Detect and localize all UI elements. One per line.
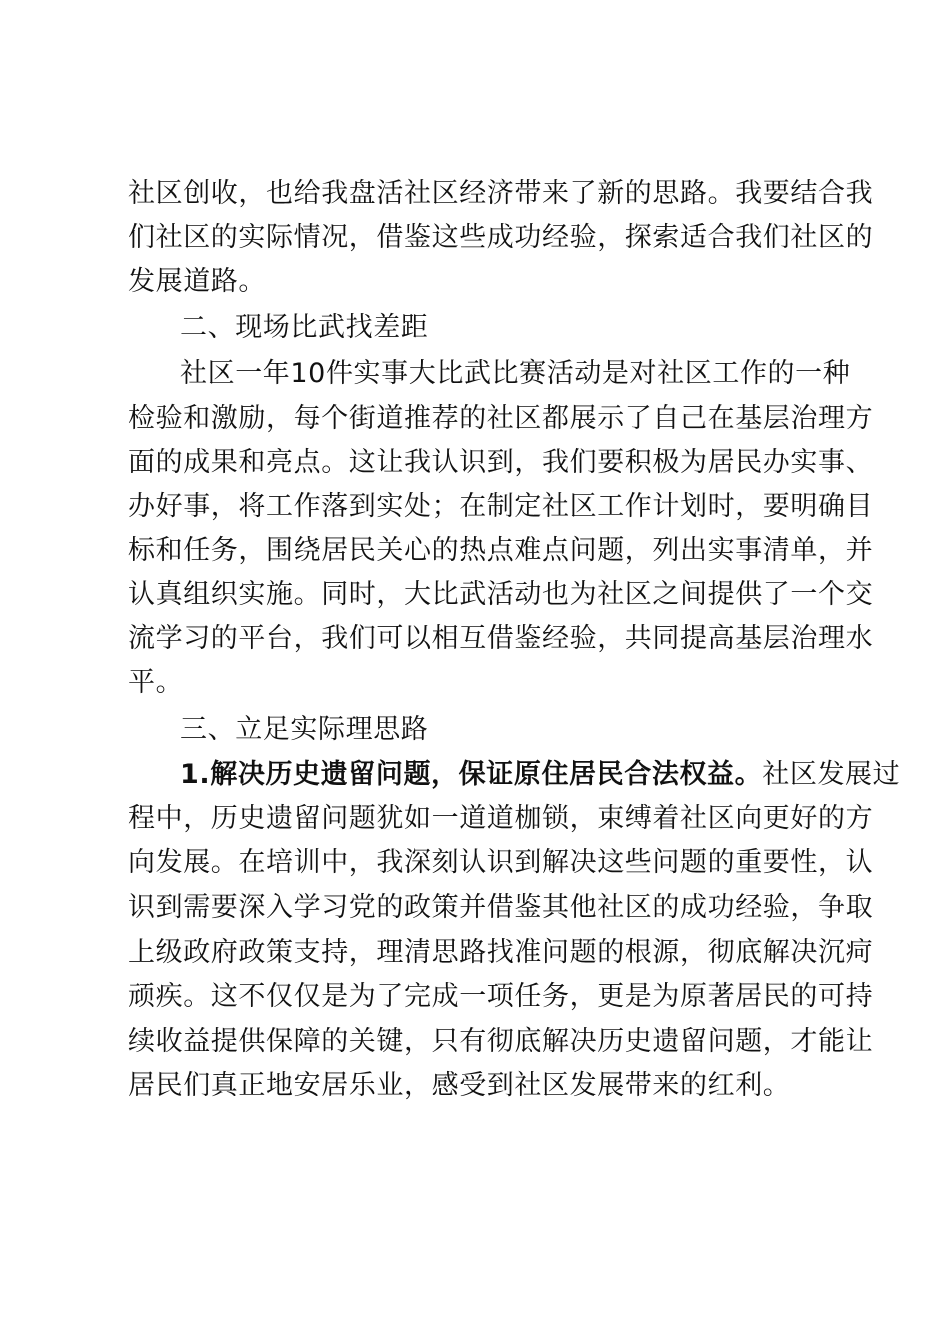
paragraph-line: 社区创收，也给我盘活社区经济带来了新的思路。我要结合我 [128, 178, 874, 209]
paragraph-line: 居民们真正地安居乐业，感受到社区发展带来的红利。 [128, 1070, 791, 1101]
paragraph-line: 程中，历史遗留问题犹如一道道枷锁，束缚着社区向更好的方 [128, 803, 874, 834]
paragraph-line: 流学习的平台，我们可以相互借鉴经验，共同提高基层治理水 [128, 623, 874, 654]
section-heading-2: 二、现场比武找差距 [180, 312, 429, 343]
point-1-title: 1.解决历史遗留问题，保证原住居民合法权益。 [180, 759, 763, 790]
paragraph-line: 发展道路。 [128, 266, 266, 297]
paragraph-line: 向发展。在培训中，我深刻认识到解决这些问题的重要性，认 [128, 847, 874, 878]
paragraph-line: 办好事，将工作落到实处；在制定社区工作计划时，要明确目 [128, 491, 874, 522]
point-1-first-line-rest: 社区发展过 [762, 759, 901, 790]
paragraph-line: 顽疾。这不仅仅是为了完成一项任务，更是为原著居民的可持 [128, 981, 874, 1012]
paragraph-line: 识到需要深入学习党的政策并借鉴其他社区的成功经验，争取 [128, 892, 874, 923]
paragraph-line: 上级政府政策支持，理清思路找准问题的根源，彻底解决沉疴 [128, 937, 874, 968]
paragraph-line: 平。 [128, 667, 184, 698]
paragraph-line: 认真组织实施。同时，大比武活动也为社区之间提供了一个交 [128, 579, 874, 610]
point-1-first-line [180, 753, 901, 797]
paragraph-line: 检验和激励，每个街道推荐的社区都展示了自己在基层治理方 [128, 403, 874, 434]
paragraph-line: 社区一年10件实事大比武比赛活动是对社区工作的一种 [180, 358, 851, 389]
paragraph-line: 续收益提供保障的关键，只有彻底解决历史遗留问题，才能让 [128, 1026, 874, 1057]
paragraph-line: 们社区的实际情况，借鉴这些成功经验，探索适合我们社区的 [128, 222, 874, 253]
paragraph-line: 面的成果和亮点。这让我认识到，我们要积极为居民办实事、 [128, 447, 874, 478]
section-heading-3: 三、立足实际理思路 [180, 714, 429, 745]
paragraph-line: 标和任务，围绕居民关心的热点难点问题，列出实事清单，并 [128, 535, 874, 566]
